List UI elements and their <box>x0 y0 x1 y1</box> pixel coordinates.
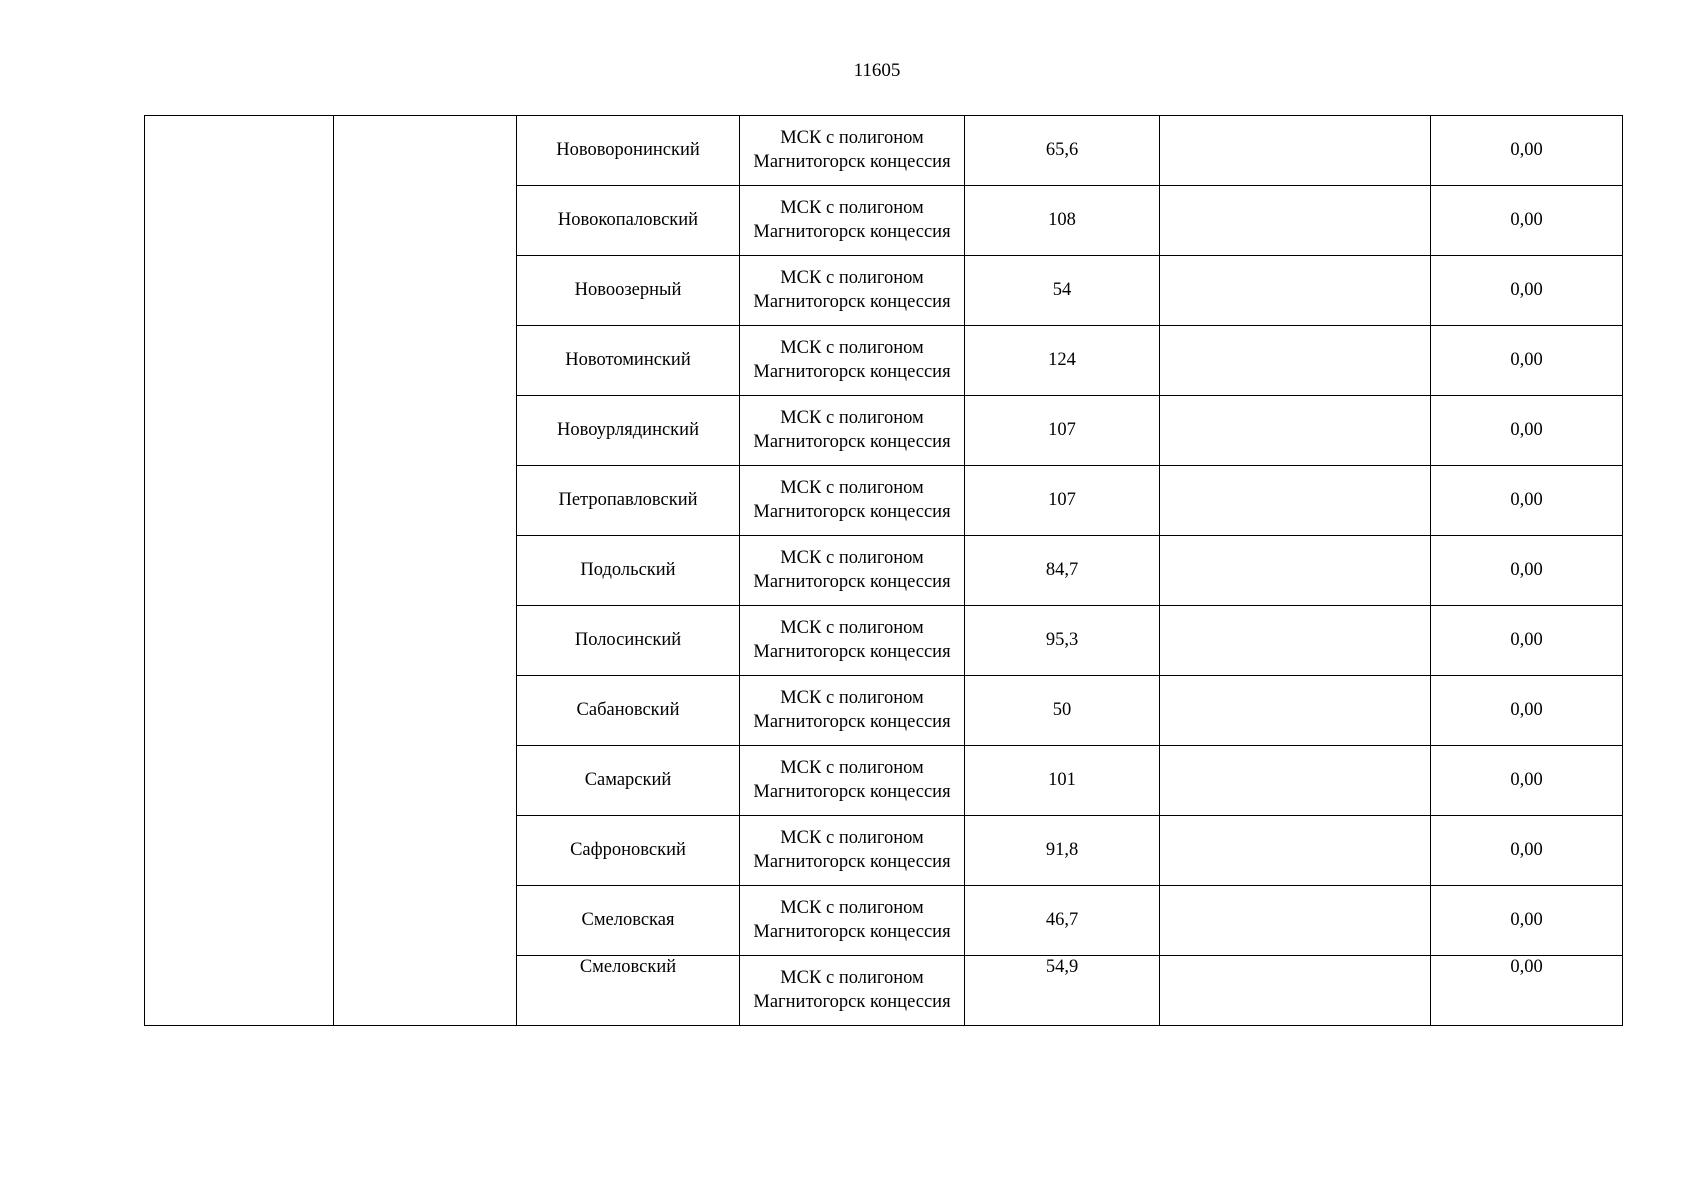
value-cell: 54 <box>965 256 1160 326</box>
empty-cell <box>1160 326 1431 396</box>
settlement-name: Смеловский <box>517 956 740 1026</box>
data-table <box>144 115 1623 1026</box>
operator-name: МСК с полигоном Магнитогорск концессия <box>740 186 965 256</box>
value-cell: 50 <box>965 676 1160 746</box>
operator-name: МСК с полигоном Магнитогорск концессия <box>740 116 965 186</box>
settlement-name: Новокопаловский <box>517 186 740 256</box>
value-cell: 107 <box>965 396 1160 466</box>
settlement-name: Подольский <box>517 536 740 606</box>
operator-name: МСК с полигоном Магнитогорск концессия <box>740 676 965 746</box>
settlement-name: Петропавловский <box>517 466 740 536</box>
value-cell: 124 <box>965 326 1160 396</box>
operator-name: МСК с полигоном Магнитогорск концессия <box>740 886 965 956</box>
value-cell: 107 <box>965 466 1160 536</box>
empty-cell <box>1160 256 1431 326</box>
amount-cell: 0,00 <box>1431 536 1623 606</box>
empty-cell <box>1160 536 1431 606</box>
operator-name: МСК с полигоном Магнитогорск концессия <box>740 606 965 676</box>
operator-name: МСК с полигоном Магнитогорск концессия <box>740 816 965 886</box>
amount-cell: 0,00 <box>1431 886 1623 956</box>
operator-name: МСК с полигоном Магнитогорск концессия <box>740 396 965 466</box>
empty-cell <box>1160 186 1431 256</box>
empty-cell <box>1160 396 1431 466</box>
page-number: 11605 <box>853 60 901 81</box>
settlement-name: Полосинский <box>517 606 740 676</box>
settlement-name: Смеловская <box>517 886 740 956</box>
settlement-name: Новотоминский <box>517 326 740 396</box>
amount-cell: 0,00 <box>1431 956 1623 1026</box>
amount-cell: 0,00 <box>1431 116 1623 186</box>
table-row <box>145 116 1623 186</box>
amount-cell: 0,00 <box>1431 676 1623 746</box>
settlement-name: Самарский <box>517 746 740 816</box>
amount-cell: 0,00 <box>1431 466 1623 536</box>
amount-cell: 0,00 <box>1431 606 1623 676</box>
value-cell: 46,7 <box>965 886 1160 956</box>
empty-cell <box>1160 466 1431 536</box>
amount-cell: 0,00 <box>1431 746 1623 816</box>
operator-name: МСК с полигоном Магнитогорск концессия <box>740 536 965 606</box>
amount-cell: 0,00 <box>1431 256 1623 326</box>
settlement-name: Новоурлядинский <box>517 396 740 466</box>
empty-cell <box>1160 676 1431 746</box>
value-cell: 65,6 <box>965 116 1160 186</box>
value-cell: 101 <box>965 746 1160 816</box>
empty-cell <box>1160 606 1431 676</box>
settlement-name: Новоозерный <box>517 256 740 326</box>
empty-cell <box>1160 116 1431 186</box>
settlement-name: Сабановский <box>517 676 740 746</box>
value-cell: 84,7 <box>965 536 1160 606</box>
operator-name: МСК с полигоном Магнитогорск концессия <box>740 256 965 326</box>
empty-cell <box>1160 956 1431 1026</box>
empty-cell <box>1160 886 1431 956</box>
value-cell: 95,3 <box>965 606 1160 676</box>
settlement-name: Нововоронинский <box>517 116 740 186</box>
amount-cell: 0,00 <box>1431 186 1623 256</box>
operator-name: МСК с полигоном Магнитогорск концессия <box>740 326 965 396</box>
operator-name: МСК с полигоном Магнитогорск концессия <box>740 956 965 1026</box>
operator-name: МСК с полигоном Магнитогорск концессия <box>740 466 965 536</box>
group-cell <box>145 116 334 1026</box>
value-cell: 108 <box>965 186 1160 256</box>
subgroup-cell <box>334 116 517 1026</box>
empty-cell <box>1160 816 1431 886</box>
empty-cell <box>1160 746 1431 816</box>
settlement-name: Сафроновский <box>517 816 740 886</box>
operator-name: МСК с полигоном Магнитогорск концессия <box>740 746 965 816</box>
value-cell: 54,9 <box>965 956 1160 1026</box>
amount-cell: 0,00 <box>1431 396 1623 466</box>
value-cell: 91,8 <box>965 816 1160 886</box>
amount-cell: 0,00 <box>1431 816 1623 886</box>
amount-cell: 0,00 <box>1431 326 1623 396</box>
